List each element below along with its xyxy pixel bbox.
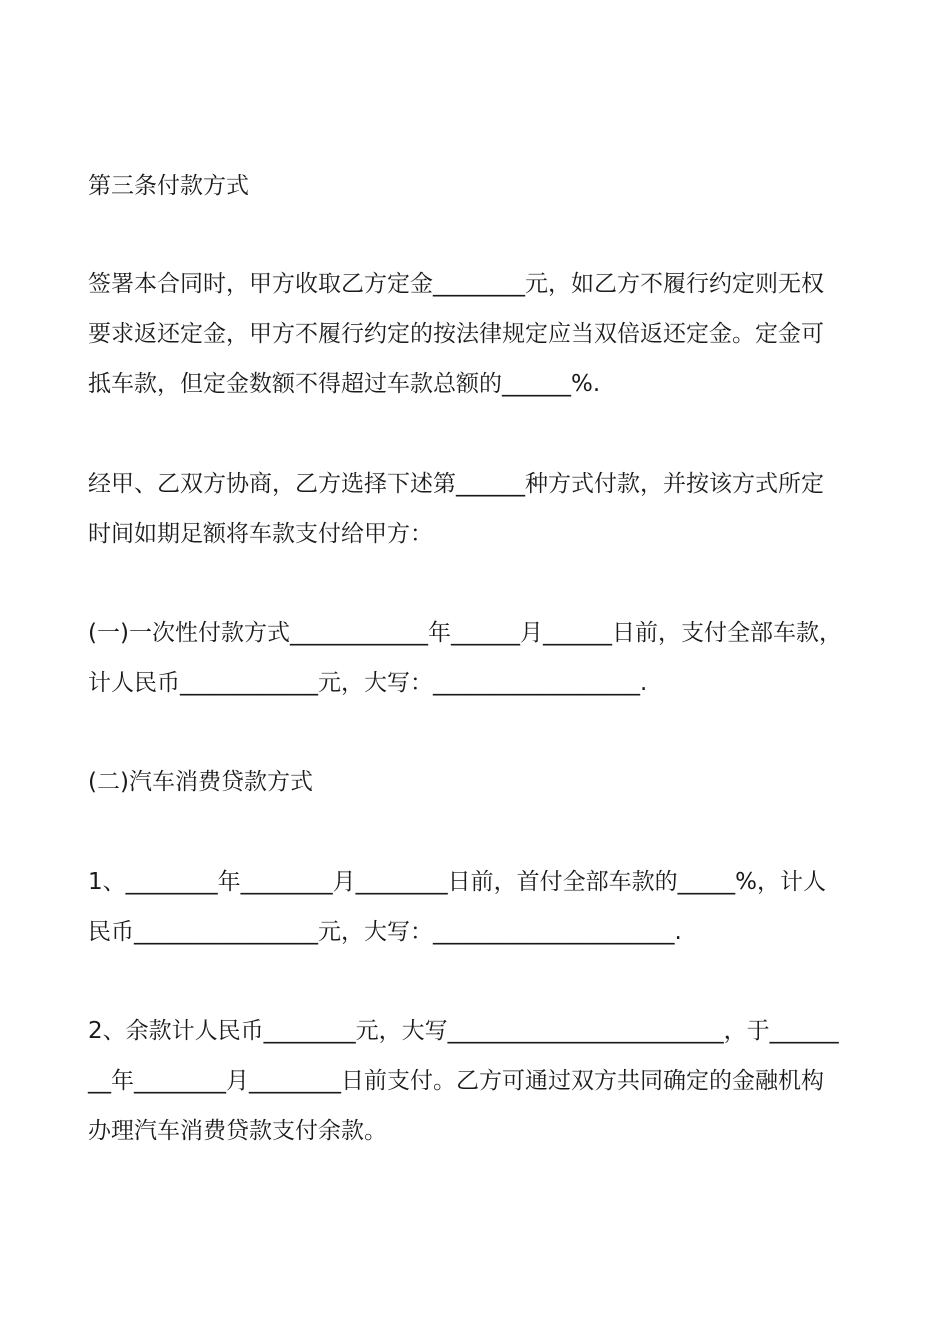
paragraph-line: 抵车款，但定金数额不得超过车款总额的______%. <box>88 371 601 397</box>
option-two-heading <box>88 757 868 807</box>
paragraph-line: 办理汽车消费贷款支付余款。 <box>88 1118 387 1144</box>
paragraph-line: 签署本合同时，甲方收取乙方定金________元，如乙方不履行约定则无权 <box>88 271 824 297</box>
paragraph-line: 时间如期足额将车款支付给甲方： <box>88 521 433 547</box>
option-one-paragraph <box>88 608 868 708</box>
paragraph-line: __年________月________日前支付。乙方可通过双方共同确定的金融机构 <box>88 1068 824 1094</box>
item-two-paragraph <box>88 1006 868 1156</box>
paragraph-line: 要求返还定金，甲方不履行约定的按法律规定应当双倍返还定金。定金可 <box>88 321 824 347</box>
paragraph-line: 1、________年________月________日前，首付全部车款的_____%，计人 <box>88 869 826 895</box>
paragraph-line: 计人民币____________元，大写：__________________. <box>88 670 648 696</box>
option-two-heading-text: (二)汽车消费贷款方式 <box>88 769 313 795</box>
payment-choice-paragraph <box>88 459 868 559</box>
item-one-paragraph <box>88 857 868 957</box>
paragraph-line: 2、余款计人民币________元，大写________________________，于______ <box>88 1018 839 1044</box>
section-heading-text: 第三条付款方式 <box>88 173 249 199</box>
paragraph-line: 经甲、乙双方协商，乙方选择下述第______种方式付款，并按该方式所定 <box>88 471 824 497</box>
deposit-paragraph <box>88 259 868 409</box>
paragraph-line: 民币________________元，大写：_____________________. <box>88 919 682 945</box>
paragraph-line: (一)一次性付款方式____________年______月______日前，支付全部车款， <box>88 620 842 646</box>
section-heading <box>88 161 868 211</box>
